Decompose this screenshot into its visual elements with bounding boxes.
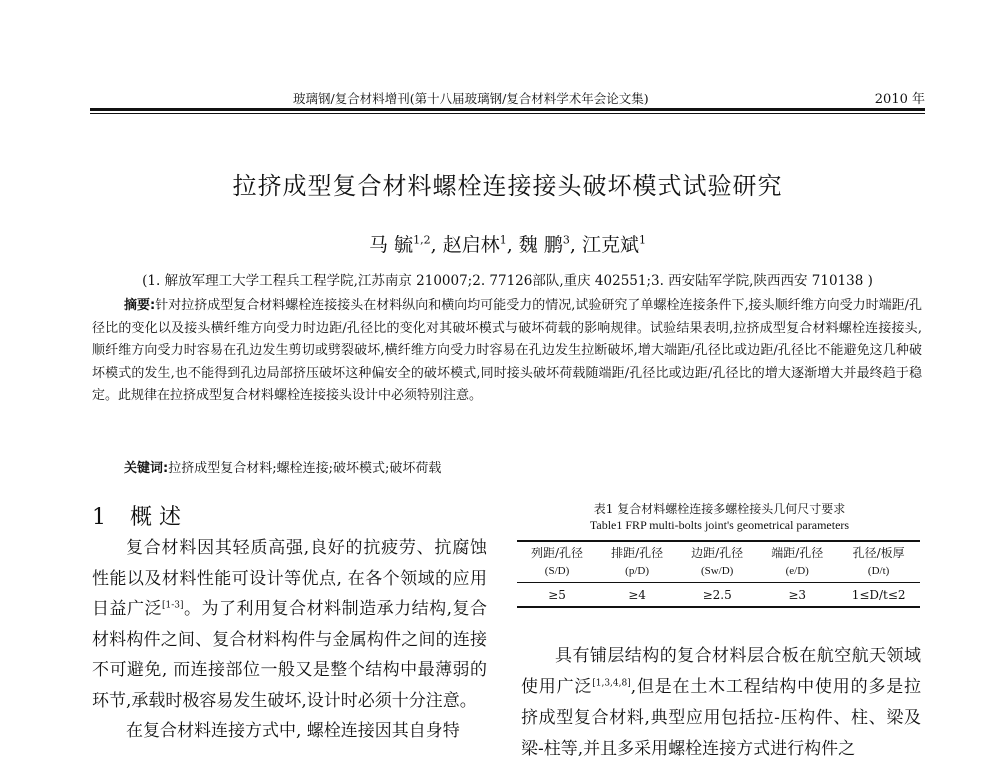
section-title: 概 述 <box>130 505 181 530</box>
keywords-label: 关键词: <box>124 461 169 476</box>
section-number: 1 <box>92 505 106 530</box>
abstract-text: 针对拉挤成型复合材料螺栓连接接头在材料纵向和横向均可能受力的情况,试验研究了单螺栓连接条件下,接头顺纤维方向受力时端距/孔径比的变化以及接头横纤维方向受力时边距/孔径比的变化对其破坏模式与破坏荷载的影响规律。试验结果表明,拉挤成型复合材料螺栓连接接头,顺纤维方向受力时容易在孔边发生剪切或劈裂破坏,横纤维方向受力时容易在孔边发生拉断破坏,增大端距/孔径比或边距/孔径比不能避免这几种破坏模式的发生,也不能得到孔边局部挤压破坏这种偏安全的破坏模式,同时接头破坏荷载随端距/孔径比或边距/孔径比的增大逐渐增大并最终趋于稳定。此规律在拉挤成型复合材料螺栓连接接头设计中必须特别注意。 <box>92 298 923 404</box>
keywords <box>124 457 441 476</box>
table-cell: ≥3 <box>788 588 807 602</box>
column-label-en: (Sw/D) <box>700 565 734 577</box>
paragraph-text: 在复合材料连接方式中, 螺栓连接因其自身特 <box>126 721 460 741</box>
author-affiliation-mark: 1,2 <box>413 233 431 247</box>
abstract <box>92 295 922 408</box>
column-label-cn: 排距/孔径 <box>611 546 664 560</box>
body-paragraph <box>92 533 487 716</box>
author-separator: , <box>430 234 443 256</box>
body-paragraph <box>92 716 487 747</box>
author-separator: , <box>569 234 582 256</box>
column-label-en: (e/D) <box>785 565 809 577</box>
column-label-en: (p/D) <box>625 565 649 577</box>
right-column <box>521 641 921 765</box>
table-header-cell <box>757 541 837 583</box>
column-label-cn: 孔径/板厚 <box>852 546 905 560</box>
column-label-en: (S/D) <box>544 565 570 577</box>
table-header-cell <box>837 541 920 583</box>
citation: [1-3] <box>162 600 184 611</box>
author-name: 魏 鹏 <box>518 234 563 256</box>
table-cell: ≥2.5 <box>702 588 732 602</box>
author-name: 江克斌 <box>581 234 639 256</box>
section-heading <box>92 500 181 531</box>
author-affiliation-mark: 1 <box>638 233 646 247</box>
author-affiliation-mark: 1 <box>499 233 507 247</box>
geometry-parameter-table <box>517 540 920 608</box>
table-cell: 1≤D/t≤2 <box>851 588 906 602</box>
running-header <box>90 86 925 106</box>
author-name: 马 毓 <box>369 234 414 256</box>
author-list <box>90 230 925 257</box>
column-label-cn: 端距/孔径 <box>771 546 824 560</box>
header-rule-thick <box>90 108 925 111</box>
body-paragraph <box>521 641 921 765</box>
table-cell: ≥4 <box>628 588 646 602</box>
header-year: 2010 年 <box>874 92 925 107</box>
paragraph-text: 具有铺层结构的复合材料层合板在航空航天领域使用广泛 <box>521 646 921 697</box>
author-name: 赵启林 <box>442 234 500 256</box>
column-label-cn: 列距/孔径 <box>531 546 584 560</box>
column-label-cn: 边距/孔径 <box>691 546 744 560</box>
paragraph-text: 。为了利用复合材料制造承力结构,复合材料构件之间、复合材料构件与金属构件之间的连接不可避免, 而连接部位一般又是整个结构中最薄弱的环节,承载时极容易发生破坏,设计时必须十分注意。 <box>92 599 487 711</box>
table-header-row <box>517 541 920 583</box>
table-caption-cn: 表1 复合材料螺栓连接多螺栓接头几何尺寸要求 <box>593 502 846 516</box>
author-separator: , <box>506 234 519 256</box>
table-header-cell <box>597 541 677 583</box>
table-header-cell <box>677 541 757 583</box>
header-rule-thin <box>90 113 925 114</box>
paragraph-text: ,但是在土木工程结构中使用的多是拉挤成型复合材料,典型应用包括拉-压构件、柱、梁及梁-柱等,并且多采用螺栓连接方式进行构件之 <box>521 677 921 759</box>
journal-name: 玻璃钢/复合材料增刊(第十八届玻璃钢/复合材料学术年会论文集) <box>293 91 649 106</box>
paper-title: 拉挤成型复合材料螺栓连接接头破坏模式试验研究 <box>232 172 783 200</box>
table-row <box>517 583 920 608</box>
table-cell: ≥5 <box>548 588 566 602</box>
left-column <box>92 533 487 747</box>
table-header-cell <box>517 541 597 583</box>
citation: [1,3,4,8] <box>592 678 631 689</box>
author-affiliation-mark: 3 <box>562 233 570 247</box>
table-caption-en: Table1 FRP multi-bolts joint's geometrical parameters <box>589 518 850 532</box>
abstract-label: 摘要: <box>124 298 156 313</box>
column-label-en: (D/t) <box>867 565 890 577</box>
paragraph-text: 复合材料因其轻质高强,良好的抗疲劳、抗腐蚀性能以及材料性能可设计等优点, 在各个领域的应用日益广泛 <box>92 538 487 619</box>
affiliation: (1. 解放军理工大学工程兵工程学院,江苏南京 210007;2. 77126部队,重庆 402551;3. 西安陆军学院,陕西西安 710138 ) <box>142 273 873 289</box>
keywords-text: 拉挤成型复合材料;螺栓连接;破坏模式;破坏荷载 <box>168 461 442 476</box>
